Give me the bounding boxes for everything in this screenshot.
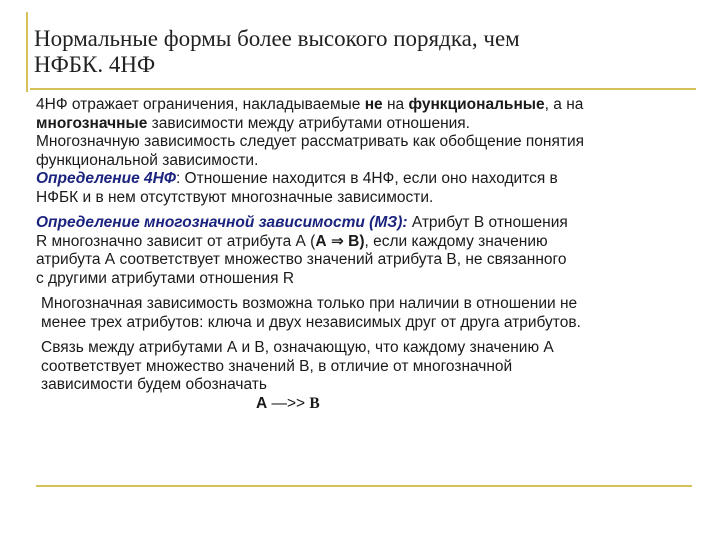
emphasis-functional: функциональные (408, 96, 545, 113)
title-accent-bar (26, 12, 28, 92)
text: НФБК и в нем отсутствуют многозначные зависимости. (36, 188, 434, 206)
notation-line (36, 395, 696, 414)
text: Многозначная зависимость возможна только при наличии в отношении не (41, 295, 578, 312)
text: на (382, 96, 409, 113)
text: , а на (544, 96, 584, 113)
text: Связь между атрибутами А и В, означающую, что каждому значению А (41, 339, 554, 356)
bottom-divider (36, 485, 692, 487)
definition-mz (36, 214, 696, 288)
text: соответствует множество значений В, в отличие от многозначной (41, 357, 513, 375)
text: , если каждому значению (364, 232, 548, 250)
mvd-notation: А ⇒ В) (315, 232, 365, 250)
slide-body (36, 96, 696, 413)
paragraph-notation (36, 339, 696, 395)
emphasis-multivalued: многозначные (36, 114, 148, 132)
notation-a: А (256, 394, 268, 412)
title-line-1: Нормальные формы более высокого порядка, чем (34, 26, 520, 51)
text: : Отношение находится в 4НФ, если оно находится в (175, 170, 558, 187)
text: Многозначную зависимость следует рассматривать как обобщение понятия (36, 133, 585, 150)
text: Атрибут В отношения (407, 214, 568, 231)
title-line-2: НФБК. 4НФ (34, 52, 156, 77)
text: R многозначно зависит от атрибута А ( (36, 232, 316, 250)
slide-title (34, 26, 694, 78)
text: менее трех атрибутов: ключа и двух независимых друг от друга атрибутов. (41, 313, 581, 331)
text: функциональной зависимости. (36, 151, 259, 169)
definition-label: Определение многозначной зависимости (МЗ): (36, 214, 408, 231)
definition-label: Определение 4НФ (36, 170, 176, 187)
text: зависимости будем обозначать (41, 376, 267, 393)
definition-4nf (36, 170, 696, 207)
title-divider (30, 88, 696, 90)
emphasis-ne: не (364, 96, 383, 113)
text: атрибута А соответствует множество значений атрибута В, не связанного (36, 251, 567, 268)
multivalued-arrow: —>> (267, 394, 310, 412)
paragraph-generalization (36, 133, 696, 170)
paragraph-three-attributes (36, 295, 696, 332)
text: с другими атрибутами отношения R (36, 269, 295, 287)
notation-b: B (309, 394, 320, 412)
text: 4НФ отражает ограничения, накладываемые (36, 96, 365, 113)
text: зависимости между атрибутами отношения. (147, 114, 470, 132)
paragraph-4nf-intro (36, 96, 696, 133)
